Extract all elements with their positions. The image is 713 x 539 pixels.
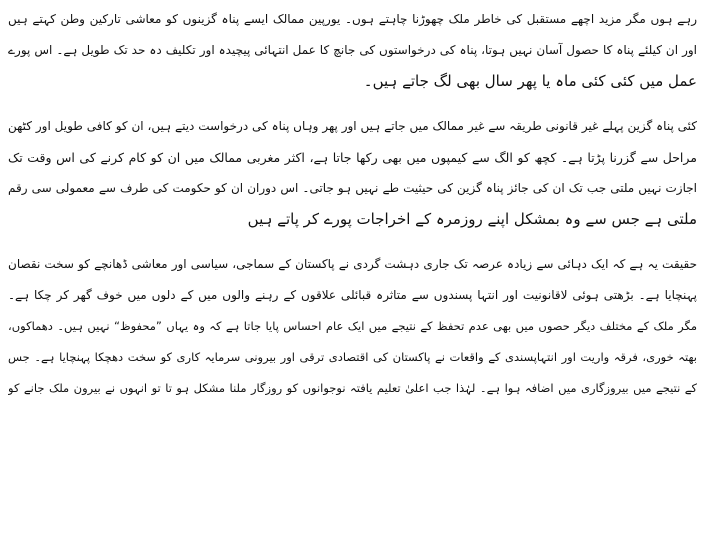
text-line: حقیقت یہ ہے کہ ایک دہائی سے زیادہ عرصہ تک جاری دہشت گردی نے پاکستان کے سماجی، سیاسی اور معاشی ڈھانچے کو سخت نقصان [8, 257, 697, 271]
text-line: کئی پناہ گزین پہلے غیر قانونی طریقہ سے غیر ممالک میں جاتے ہیں اور پھر وہاں پناہ کی درخواست دیتے ہیں، ان کو کافی طویل اور کٹھن [8, 119, 697, 133]
text-line: ملتی ہے جس سے وہ بمشکل اپنے روزمرہ کے اخراجات پورے کر پاتے ہیں [247, 210, 697, 228]
text-line: کے نتیجے میں بیروزگاری میں اضافہ ہوا ہے۔ لہٰذا جب اعلیٰ تعلیم یافتہ نوجوانوں کو روزگار ملنا مشکل ہو تا تو انہوں نے بیرون ملک جانے کو [8, 381, 697, 395]
paragraph-asylum-process [8, 111, 697, 235]
text-line: عمل میں کئی کئی ماہ یا پھر سال بھی لگ جاتے ہیں۔ [363, 72, 697, 90]
text-line: مراحل سے گزرنا پڑتا ہے۔ کچھ کو الگ سے کیمپوں میں بھی رکھا جاتا ہے، اکثر مغربی ممالک میں ان کو کام کرنے کی اس وقت تک [8, 150, 697, 165]
text-line: پہنچایا ہے۔ بڑھتی ہوئی لاقانونیت اور انتہا پسندوں سے متاثرہ قبائلی علاقوں کے رہنے والوں میں کے دلوں میں خوف گھر کر چکا ہے۔ [8, 288, 697, 302]
paragraph-terrorism-impact [8, 249, 697, 404]
text-line: اجازت نہیں ملتی جب تک ان کی جائز پناہ گزین کی حیثیت طے نہیں ہو جاتی۔ اس دوران ان کو حکومت کی طرف سے معمولی سی رقم [8, 181, 697, 195]
text-line: رہے ہوں مگر مزید اچھے مستقبل کی خاطر ملک چھوڑنا چاہتے ہوں۔ یورپین ممالک ایسے پناہ گزینوں کو معاشی تارکین وطن کہتے ہیں [8, 12, 697, 26]
text-line: اور ان کیلئے پناہ کا حصول آسان نہیں ہوتا، پناہ کی درخواستوں کی جانچ کا عمل انتہائی پیچیدہ اور تکلیف دہ حد تک طویل ہے۔ اس پورے [8, 43, 697, 57]
text-line: بھتہ خوری، فرقہ واریت اور انتہاپسندی کے واقعات نے پاکستان کی اقتصادی ترقی اور بیرونی سرمایہ کاری کو سخت دھچکا پہنچایا ہے۔ جس [8, 350, 697, 364]
paragraph-economic-migrants [8, 4, 697, 97]
text-line: مگر ملک کے مختلف دیگر حصوں میں بھی عدم تحفظ کے نتیجے میں ایک عام احساس پایا جاتا ہے کہ وہ یہاں ”محفوظ“ نہیں ہیں۔ دھماکوں، [8, 319, 697, 333]
